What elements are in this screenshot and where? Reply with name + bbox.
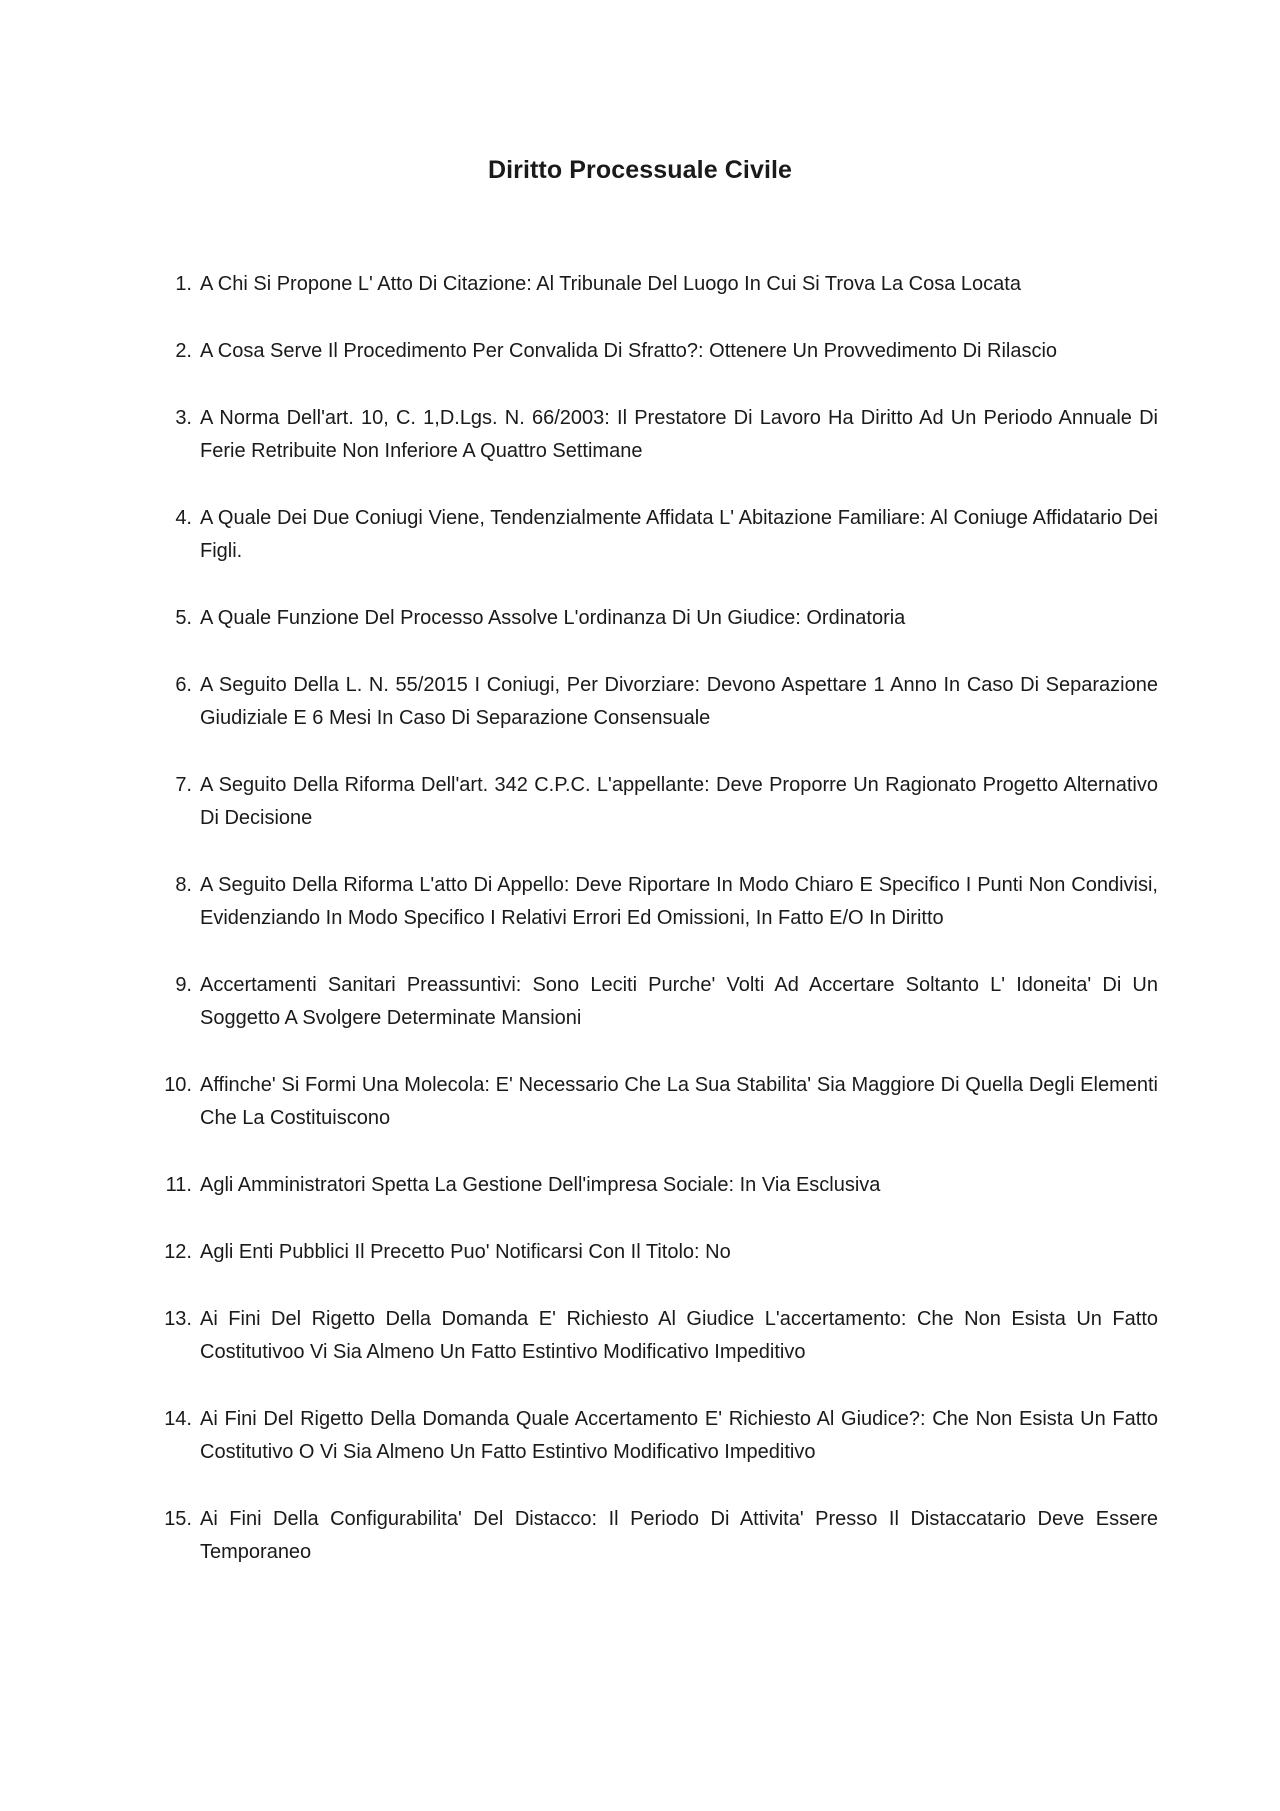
question-list xyxy=(152,268,1158,1603)
item-number: 6. xyxy=(175,674,192,696)
item-number: 10. xyxy=(164,1074,192,1096)
item-number: 2. xyxy=(175,340,192,362)
item-number: 7. xyxy=(175,774,192,796)
list-item xyxy=(152,1169,1158,1202)
item-text: A Quale Funzione Del Processo Assolve L'ordinanza Di Un Giudice: Ordinatoria xyxy=(200,607,906,629)
item-text: A Cosa Serve Il Procedimento Per Convalida Di Sfratto?: Ottenere Un Provvedimento Di Rilascio xyxy=(200,340,1058,362)
list-item xyxy=(152,402,1158,468)
item-text: Agli Enti Pubblici Il Precetto Puo' Notificarsi Con Il Titolo: No xyxy=(200,1241,731,1263)
item-text: Ai Fini Del Rigetto Della Domanda E' Richiesto Al Giudice L'accertamento: Che Non Esista Un Fatto Costitutivoo Vi Sia Almeno Un Fatto Estintivo Modificativo Impeditivo xyxy=(200,1308,1158,1363)
item-text: A Chi Si Propone L' Atto Di Citazione: Al Tribunale Del Luogo In Cui Si Trova La Cosa Locata xyxy=(200,273,1021,295)
item-number: 13. xyxy=(164,1308,192,1330)
item-number: 8. xyxy=(175,874,192,896)
list-item xyxy=(152,669,1158,735)
item-text: Accertamenti Sanitari Preassuntivi: Sono Leciti Purche' Volti Ad Accertare Soltanto L' Idoneita' Di Un Soggetto A Svolgere Determinate Mansioni xyxy=(200,974,1158,1029)
list-item xyxy=(152,1236,1158,1269)
item-number: 4. xyxy=(175,507,192,529)
item-text: A Seguito Della L. N. 55/2015 I Coniugi, Per Divorziare: Devono Aspettare 1 Anno In Caso Di Separazione Giudiziale E 6 Mesi In Caso Di Separazione Consensuale xyxy=(200,674,1158,729)
item-text: A Norma Dell'art. 10, C. 1,D.Lgs. N. 66/2003: Il Prestatore Di Lavoro Ha Diritto Ad Un Periodo Annuale Di Ferie Retribuite Non Inferiore A Quattro Settimane xyxy=(200,407,1158,462)
item-text: A Seguito Della Riforma L'atto Di Appello: Deve Riportare In Modo Chiaro E Specifico I Punti Non Condivisi, Evidenziando In Modo Specifico I Relativi Errori Ed Omissioni, In Fatto E/O In Diritto xyxy=(200,874,1158,929)
item-text: Ai Fini Del Rigetto Della Domanda Quale Accertamento E' Richiesto Al Giudice?: Che Non Esista Un Fatto Costitutivo O Vi Sia Almeno Un Fatto Estintivo Modificativo Impeditivo xyxy=(200,1408,1158,1463)
item-text: A Seguito Della Riforma Dell'art. 342 C.P.C. L'appellante: Deve Proporre Un Ragionato Progetto Alternativo Di Decisione xyxy=(200,774,1158,829)
list-item xyxy=(152,869,1158,935)
item-number: 11. xyxy=(165,1174,192,1196)
list-item xyxy=(152,1403,1158,1469)
list-item xyxy=(152,969,1158,1035)
item-text: Affinche' Si Formi Una Molecola: E' Necessario Che La Sua Stabilita' Sia Maggiore Di Quella Degli Elementi Che La Costituiscono xyxy=(200,1074,1158,1129)
item-number: 15. xyxy=(164,1508,192,1530)
list-item xyxy=(152,268,1158,301)
item-number: 14. xyxy=(164,1408,192,1430)
item-text: Agli Amministratori Spetta La Gestione Dell'impresa Sociale: In Via Esclusiva xyxy=(200,1174,881,1196)
item-number: 1. xyxy=(175,273,192,295)
list-item xyxy=(152,1303,1158,1369)
list-item xyxy=(152,1503,1158,1569)
item-number: 9. xyxy=(175,974,192,996)
page-title: Diritto Processuale Civile xyxy=(487,156,793,184)
list-item xyxy=(152,335,1158,368)
item-number: 12. xyxy=(164,1241,192,1263)
item-text: Ai Fini Della Configurabilita' Del Distacco: Il Periodo Di Attivita' Presso Il Distaccatario Deve Essere Temporaneo xyxy=(200,1508,1158,1563)
list-item xyxy=(152,769,1158,835)
list-item xyxy=(152,502,1158,568)
item-number: 5. xyxy=(175,607,192,629)
list-item xyxy=(152,602,1158,635)
item-number: 3. xyxy=(175,407,192,429)
item-text: A Quale Dei Due Coniugi Viene, Tendenzialmente Affidata L' Abitazione Familiare: Al Coniuge Affidatario Dei Figli. xyxy=(200,507,1158,562)
list-item xyxy=(152,1069,1158,1135)
